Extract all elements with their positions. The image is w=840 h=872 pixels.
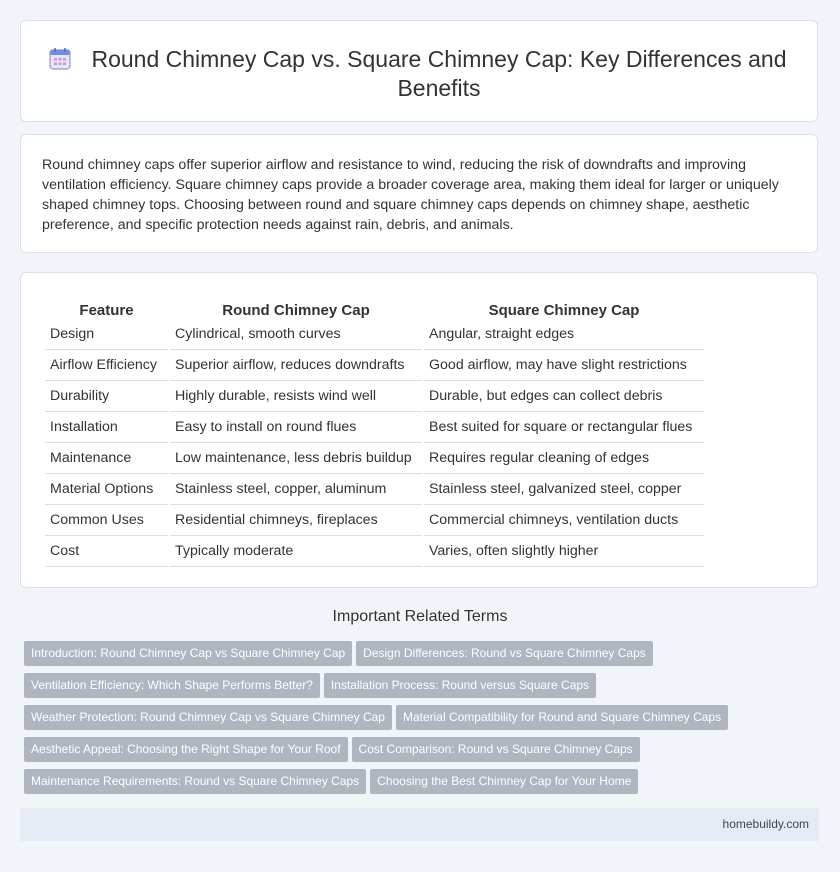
feature-cell: Material Options (45, 474, 168, 505)
square-cell: Good airflow, may have slight restrictions (424, 350, 704, 381)
square-cell: Requires regular cleaning of edges (424, 443, 704, 474)
page-title: Round Chimney Cap vs. Square Chimney Cap: Key Differences and Benefits (91, 46, 787, 101)
summary-paragraph: Round chimney caps offer superior airflow and resistance to wind, reducing the risk of downdrafts and improving ventilation efficiency. Square chimney caps provide a broader coverage area, making them ideal for larger or uniquely shaped chimney tops. Choosing between round and square chimney caps depends on chimney shape, aesthetic preference, and specific protection needs against rain, debris, and animals. (42, 157, 779, 233)
feature-cell: Design (45, 319, 168, 350)
column-header-square: Square Chimney Cap (488, 302, 640, 319)
feature-cell: Airflow Efficiency (45, 350, 168, 381)
square-cell: Durable, but edges can collect debris (424, 381, 704, 412)
comparison-table (43, 295, 706, 567)
related-term-link[interactable]: Ventilation Efficiency: Which Shape Performs Better? (24, 673, 320, 698)
round-cell: Cylindrical, smooth curves (170, 319, 422, 350)
feature-cell: Maintenance (45, 443, 168, 474)
summary-card (20, 134, 818, 253)
related-term-link[interactable]: Maintenance Requirements: Round vs Square Chimney Caps (24, 769, 366, 794)
related-term-link[interactable]: Choosing the Best Chimney Cap for Your Home (370, 769, 638, 794)
related-term-link[interactable]: Introduction: Round Chimney Cap vs Square Chimney Cap (24, 641, 352, 666)
column-header-feature: Feature (79, 302, 134, 319)
square-cell: Angular, straight edges (424, 319, 704, 350)
square-cell: Commercial chimneys, ventilation ducts (424, 505, 704, 536)
related-term-link[interactable]: Design Differences: Round vs Square Chimney Caps (356, 641, 653, 666)
table-row (45, 474, 704, 505)
table-row (45, 505, 704, 536)
feature-cell: Cost (45, 536, 168, 567)
round-cell: Low maintenance, less debris buildup (170, 443, 422, 474)
table-row (45, 536, 704, 567)
related-terms-heading: Important Related Terms (332, 608, 508, 625)
table-header-row (45, 295, 704, 319)
title-card (20, 20, 818, 122)
column-header-round: Round Chimney Cap (222, 302, 370, 319)
footer (20, 808, 819, 841)
round-cell: Highly durable, resists wind well (170, 381, 422, 412)
table-row (45, 381, 704, 412)
round-cell: Superior airflow, reduces downdrafts (170, 350, 422, 381)
related-term-link[interactable]: Aesthetic Appeal: Choosing the Right Shape for Your Roof (24, 737, 348, 762)
footer-site-name: homebuildy.com (722, 817, 809, 831)
round-cell: Residential chimneys, fireplaces (170, 505, 422, 536)
related-terms-list (24, 641, 824, 801)
table-row (45, 350, 704, 381)
square-cell: Stainless steel, galvanized steel, copper (424, 474, 704, 505)
square-cell: Best suited for square or rectangular flues (424, 412, 704, 443)
related-term-link[interactable]: Cost Comparison: Round vs Square Chimney Caps (352, 737, 640, 762)
related-term-link[interactable]: Weather Protection: Round Chimney Cap vs Square Chimney Cap (24, 705, 392, 730)
round-cell: Easy to install on round flues (170, 412, 422, 443)
table-row (45, 319, 704, 350)
related-term-link[interactable]: Installation Process: Round versus Square Caps (324, 673, 596, 698)
calendar-icon (48, 47, 72, 71)
table-row (45, 443, 704, 474)
round-cell: Typically moderate (170, 536, 422, 567)
comparison-card (20, 272, 818, 588)
related-term-link[interactable]: Material Compatibility for Round and Square Chimney Caps (396, 705, 728, 730)
table-row (45, 412, 704, 443)
feature-cell: Installation (45, 412, 168, 443)
feature-cell: Durability (45, 381, 168, 412)
square-cell: Varies, often slightly higher (424, 536, 704, 567)
round-cell: Stainless steel, copper, aluminum (170, 474, 422, 505)
feature-cell: Common Uses (45, 505, 168, 536)
